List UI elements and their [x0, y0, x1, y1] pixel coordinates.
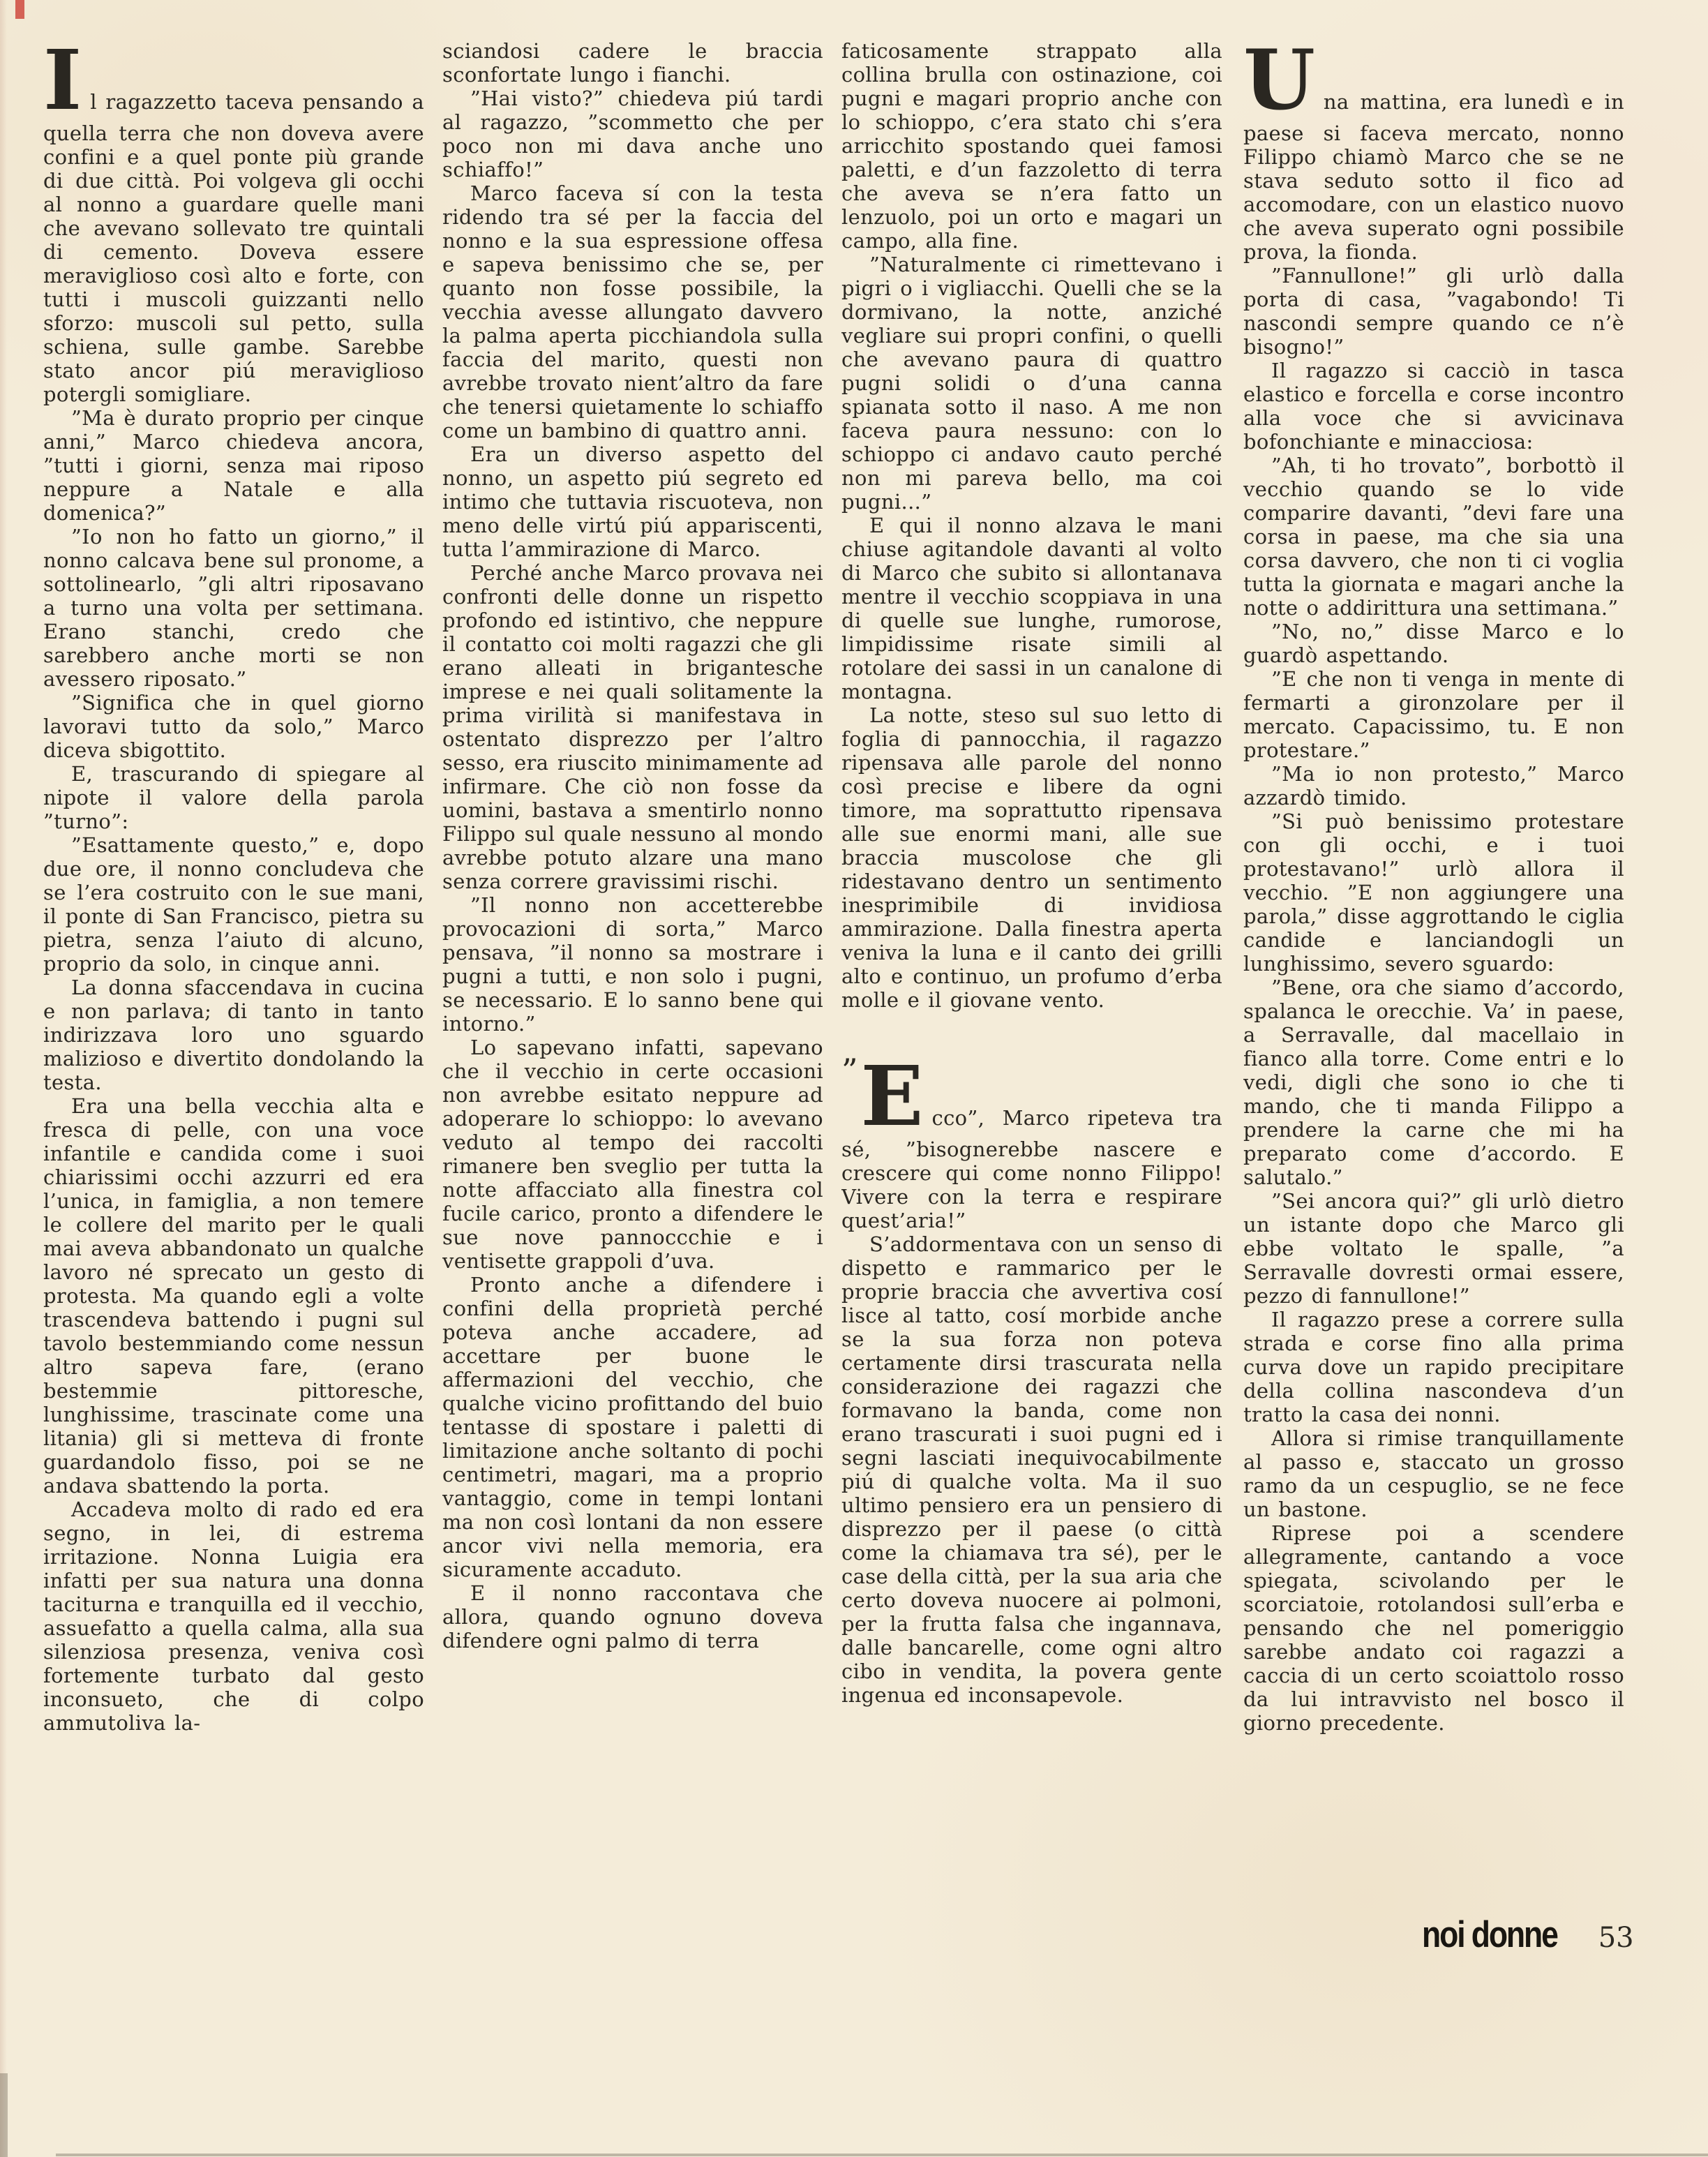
paragraph: ”Bene, ora che siamo d’accordo, spalanca le orecchie. Va’ in paese, a Serravalle, dal macellaio in fianco alla torre. Come entri e lo vedi, digli che sono io che ti mando, che ti manda Filippo a prendere la carne che mi ha preparato come d’accordo. E salutalo.”: [1243, 976, 1624, 1189]
dropcap-initial: I: [43, 39, 82, 128]
paragraph: Allora si rimise tranquillamente al passo e, staccato un grosso ramo da un cespuglio, se ne fece un bastone.: [1243, 1426, 1624, 1521]
paragraph: ”Ma è durato proprio per cinque anni,” Marco chiedeva ancora, ”tutti i giorni, senza mai riposo neppure a Natale e alla domenica?”: [43, 406, 424, 525]
text-column-4: [1243, 39, 1624, 1937]
paragraph: Marco faceva sí con la testa ridendo tra sé per la faccia del nonno e la sua espressione offesa e sapeva benissimo che se, per quanto non fosse possibile, la vecchia avesse allungato davvero la palma aperta picchiandola sulla faccia del marito, questi non avrebbe trovato nient’altro da fare che tenersi quietamente lo schiaffo come un bambino di quattro anni.: [442, 181, 823, 442]
paragraph: Era un diverso aspetto del nonno, un aspetto piú segreto ed intimo che tuttavia riscuoteva, non meno delle virtú piú appariscenti, tutta l’ammirazione di Marco.: [442, 442, 823, 561]
paragraph: ”Sei ancora qui?” gli urlò dietro un istante dopo che Marco gli ebbe voltato le spalle, ”a Serravalle dovresti ormai essere, pezzo di fannullone!”: [1243, 1189, 1624, 1308]
paragraph: Riprese poi a scendere allegramente, cantando a voce spiegata, scivolando per le scorciatoie, rotolandosi sull’erba e pensando che nel pomeriggio sarebbe andato coi ragazzi a caccia di un certo scoiattolo rosso da lui intravvisto nel bosco il giorno precedente.: [1243, 1521, 1624, 1735]
paragraph: ”E cco”, Marco ripeteva tra sé, ”bisognerebbe nascere e crescere qui come nonno Filippo! Vivere con la terra e respirare quest’aria!”: [841, 1047, 1222, 1232]
text-column-2: [442, 39, 823, 1937]
print-registration-red-mark: [15, 0, 24, 19]
paragraph: Il ragazzetto taceva pensando a quella terra che non doveva avere confini e a quel ponte più grande di due città. Poi volgeva gli occhi al nonno a guardare quelle mani che avevano sollevato tre quintali di cemento. Doveva essere meraviglioso così alto e forte, con tutti i muscoli guizzanti nello sforzo: muscoli sul petto, sulla schiena, sulle gambe. Sarebbe stato ancor piú meraviglioso potergli somigliare.: [43, 39, 424, 406]
paragraph: S’addormentava con un senso di dispetto e rammarico per le proprie braccia che avvertiva cosí lisce al tatto, cosí morbide anche se la sua forza non poteva certamente dirsi trascurata nella considerazione dei ragazzi che formavano la banda, come non erano trascurati i suoi pugni ed i segni lasciati inequivocabilmente piú di qualche volta. Ma il suo ultimo pensiero era un pensiero di disprezzo per il paese (o città come la chiamava tra sé), per le case della città, per la sua aria che certo doveva nuocere ai polmoni, per la frutta falsa che ingannava, dalle bancarelle, come ogni altro cibo in vendita, la povera gente ingenua ed inconsapevole.: [841, 1232, 1222, 1707]
page-number: 53: [1598, 1922, 1634, 1954]
paragraph: ”Io non ho fatto un giorno,” il nonno calcava bene sul pronome, a sottolinearlo, ”gli altri riposavano a turno una volta per settimana. Erano stanchi, credo che sarebbero anche morti se non avessero riposato.”: [43, 525, 424, 691]
footer: [1422, 1913, 1687, 1956]
dropcap-quote: ”: [841, 1052, 858, 1089]
paragraph: ”Si può benissimo protestare con gli occhi, e i tuoi protestavano!” urlò allora il vecchio. ”E non aggiungere una parola,” disse aggrottando le ciglia candide e lanciandogli un lunghissimo, severo sguardo:: [1243, 809, 1624, 976]
paragraph: faticosamente strappato alla collina brulla con ostinazione, coi pugni e magari proprio anche con lo schioppo, c’era stato chi s’era arricchito spostando quei famosi paletti, e d’un fazzoletto di terra che aveva se n’era fatto un lenzuolo, poi un orto e magari un campo, alla fine.: [841, 39, 1222, 253]
paragraph: ”Significa che in quel giorno lavoravi tutto da solo,” Marco diceva sbigottito.: [43, 691, 424, 762]
paragraph: sciandosi cadere le braccia sconfortate lungo i fianchi.: [442, 39, 823, 87]
paragraph: ”E che non ti venga in mente di fermarti a gironzolare per il mercato. Capacissimo, tu. E non protestare.”: [1243, 667, 1624, 762]
paragraph: E qui il nonno alzava le mani chiuse agitandole davanti al volto di Marco che subito si allontanava mentre il vecchio scoppiava in una di quelle sue lunghe, rumorose, limpidissime risate simili al rotolare dei sassi in un canalone di montagna.: [841, 514, 1222, 703]
dropcap-initial: E: [860, 1047, 924, 1144]
paragraph: ”Il nonno non accetterebbe provocazioni di sorta,” Marco pensava, ”il nonno sa mostrare i pugni a tutti, e non solo i pugni, se necessario. E lo sanno bene qui intorno.”: [442, 893, 823, 1036]
text-column-3: [841, 39, 1222, 1937]
paragraph: ”No, no,” disse Marco e lo guardò aspettando.: [1243, 620, 1624, 667]
dropcap-initial: U: [1243, 39, 1315, 128]
paper-left-edge: [0, 0, 7, 2157]
paragraph: E, trascurando di spiegare al nipote il valore della parola ”turno”:: [43, 762, 424, 833]
paragraph: ”Hai visto?” chiedeva piú tardi al ragazzo, ”scommetto che per poco non mi dava anche uno schiaffo!”: [442, 87, 823, 181]
paragraph: Era una bella vecchia alta e fresca di pelle, con una voce infantile e candida come i suoi chiarissimi occhi azzurri ed era l’unica, in famiglia, a non temere le collere del marito per le quali mai aveva abbandonato un qualche lavoro né sprecato un gesto di protesta. Ma quando egli a volte trascendeva battendo i pugni sul tavolo bestemmiando come nessun altro sapeva fare, (erano bestemmie pittoresche, lunghissime, trascinate come una litania) gli si metteva di fronte guardandolo fisso, poi se ne andava sbattendo la porta.: [43, 1094, 424, 1498]
paragraph: Pronto anche a difendere i confini della proprietà perché poteva anche accadere, ad accettare per buone le affermazioni del vecchio, che qualche vicino profittando del buio tentasse di spostare i paletti di limitazione anche soltanto di pochi centimetri, magari, ma a proprio vantaggio, come in tempi lontani ma non così lontani da non essere ancor vivi nella memoria, era sicuramente accaduto.: [442, 1273, 823, 1581]
paragraph: Lo sapevano infatti, sapevano che il vecchio in certe occasioni non avrebbe esitato neppure ad adoperare lo schioppo: lo avevano veduto al tempo dei raccolti rimanere ben sveglio per tutta la notte affacciato alla finestra col fucile carico, pronto a difendere le sue nove pannoccchie e i ventisette grappoli d’uva.: [442, 1036, 823, 1273]
paragraph: La notte, steso sul suo letto di foglia di pannocchia, il ragazzo ripensava alle parole del nonno così precise e libere da ogni timore, ma soprattutto ripensava alle sue enormi mani, alle sue braccia muscolose che gli ridestavano dentro un sentimento inesprimibile di invidiosa ammirazione. Dalla finestra aperta veniva la luna e il canto dei grilli alto e continuo, un profumo d’erba molle e il giovane vento.: [841, 703, 1222, 1012]
scan-smudge: [0, 2073, 8, 2157]
paragraph: ”Naturalmente ci rimettevano i pigri o i vigliacchi. Quelli che se la dormivano, la notte, anziché vegliare sui propri confini, o quelli che avevano paura di quattro pugni solidi o d’una canna spianata sotto il naso. A me non faceva paura nessuno: con lo schioppo ci andavo cauto perché non mi pareva bello, ma coi pugni...”: [841, 253, 1222, 514]
magazine-logo: noi donne: [1422, 1914, 1557, 1955]
paragraph: La donna sfaccendava in cucina e non parlava; di tanto in tanto indirizzava loro uno sguardo malizioso e divertito dondolando la testa.: [43, 976, 424, 1094]
text-column-1: [43, 39, 424, 1937]
paragraph: ”Ah, ti ho trovato”, borbottò il vecchio quando se lo vide comparire davanti, ”devi fare una corsa in paese, ma che sia una corsa davvero, che non ti ci voglia tutta la giornata e magari anche la notte o addirittura una settimana.”: [1243, 454, 1624, 620]
paragraph: Accadeva molto di rado ed era segno, in lei, di estrema irritazione. Nonna Luigia era infatti per sua natura una donna taciturna e tranquilla ed il vecchio, assuefatto a quella calma, alla sua silenziosa presenza, veniva così fortemente turbato dal gesto inconsueto, che di colpo ammutoliva la-: [43, 1498, 424, 1735]
paragraph: ”Esattamente questo,” e, dopo due ore, il nonno concludeva che se l’era costruito con le sue mani, il ponte di San Francisco, pietra su pietra, senza l’aiuto di alcuno, proprio da solo, in cinque anni.: [43, 833, 424, 976]
paragraph: ”Fannullone!” gli urlò dalla porta di casa, ”vagabondo! Ti nascondi sempre quando ce n’è bisogno!”: [1243, 264, 1624, 359]
paragraph: Il ragazzo prese a correre sulla strada e corse fino alla prima curva dove un rapido precipitare della collina nascondeva d’un tratto la casa dei nonni.: [1243, 1308, 1624, 1426]
paragraph: ”Ma io non protesto,” Marco azzardò timido.: [1243, 762, 1624, 809]
paragraph: Una mattina, era lunedì e in paese si faceva mercato, nonno Filippo chiamò Marco che se ne stava seduto sotto il fico ad accomodare, con un elastico nuovo che aveva superato ogni possibile prova, la fionda.: [1243, 39, 1624, 264]
paragraph: E il nonno raccontava che allora, quando ognuno doveva difendere ogni palmo di terra: [442, 1581, 823, 1652]
paragraph: Perché anche Marco provava nei confronti delle donne un rispetto profondo ed istintivo, che neppure il contatto coi molti ragazzi che gli erano alleati in brigantesche imprese e nei quali solitamente la prima virilità si manifestava in ostentato disprezzo per l’altro sesso, era riuscito minimamente ad infirmare. Che ciò non fosse da uomini, bastava a smentirlo nonno Filippo sul quale nessuno al mondo avrebbe potuto alzare una mano senza correre gravissimi rischi.: [442, 561, 823, 893]
scan-bottom-edge: [56, 2154, 1708, 2156]
paragraph: Il ragazzo si cacciò in tasca elastico e forcella e corse incontro alla voce che si avvicinava bofonchiante e minacciosa:: [1243, 359, 1624, 454]
